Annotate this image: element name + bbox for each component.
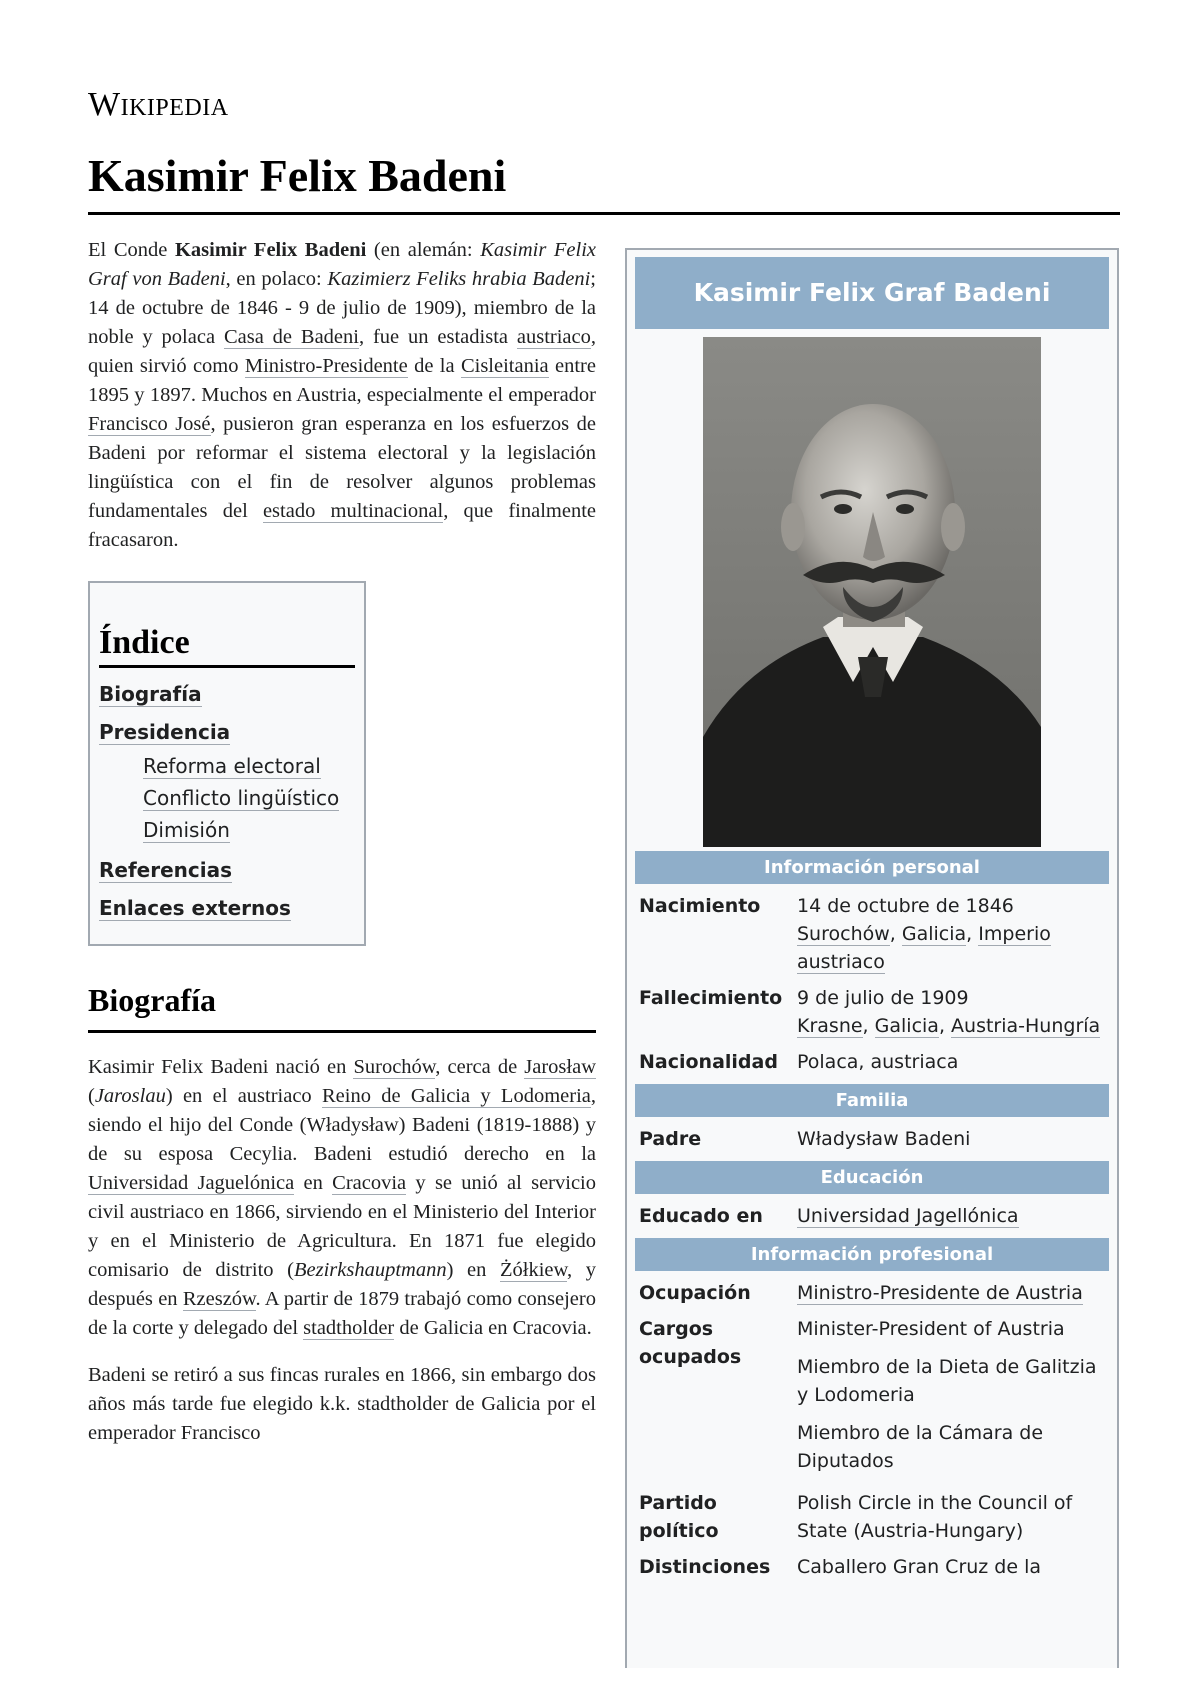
toc-list: [99, 680, 355, 922]
page-title: Kasimir Felix Badeni: [88, 148, 1120, 215]
infobox-row-occupation: [635, 1275, 1109, 1311]
biography-paragraph-1: Kasimir Felix Badeni nació en Surochów, cerca de Jarosław (Jaroslau) en el austriaco Reino de Galicia y Lodomeria, siendo el hijo del Conde (Władysław) Badeni (1819-1888) y de su esposa Cecylia. Badeni estudió derecho en la Universidad Jaguelónica en Cracovia y se unió al servicio civil austriaco en 1866, sirviendo en el Ministerio del Interior y en el Ministerio de Agricultura. En 1871 fue elegido comisario de distrito (Bezirkshauptmann) en Żółkiew, y después en Rzeszów. A partir de 1879 trabajó como consejero de la corte y delegado del stadtholder de Galicia en Cracovia.: [88, 1056, 596, 1339]
occupation-value: [797, 1279, 1109, 1307]
link-universidad-jaguelonica[interactable]: Universidad Jaguelónica: [88, 1172, 295, 1194]
link-universidad-jagellonica[interactable]: Universidad Jagellónica: [797, 1205, 1019, 1227]
link-estado-multinacional[interactable]: estado multinacional: [262, 500, 444, 522]
education-value: [797, 1202, 1109, 1230]
italic-jaroslau: Jaroslau: [94, 1085, 166, 1107]
education-label: Educado en: [639, 1205, 763, 1227]
toc-item-biografia[interactable]: Biografía: [99, 682, 202, 706]
infobox-row-birth: [635, 888, 1109, 980]
posts-label: Cargos ocupados: [639, 1318, 742, 1368]
toc-title: Índice: [99, 623, 355, 668]
link-death-krasne[interactable]: Krasne: [797, 1015, 863, 1037]
intro-text: de la: [407, 355, 461, 377]
party-value: Polish Circle in the Council of State (Austria-Hungary): [797, 1492, 1073, 1542]
awards-label: Distinciones: [639, 1556, 771, 1578]
link-death-austria-hungria[interactable]: Austria-Hungría: [951, 1015, 1101, 1037]
post-item: Minister-President of Austria: [797, 1318, 1065, 1340]
article-body: [88, 236, 596, 1448]
toc-item-reforma-electoral[interactable]: Reforma electoral: [143, 754, 321, 778]
infobox-row-education: [635, 1198, 1109, 1234]
link-birth-imperio-austriaco[interactable]: Imperio austriaco: [797, 923, 1051, 973]
awards-value: Caballero Gran Cruz de la: [797, 1556, 1042, 1578]
infobox-header-family: Familia: [635, 1084, 1109, 1117]
wikipedia-logo[interactable]: Wikipedia: [88, 86, 229, 123]
intro-text: ; 14 de octubre de 1846 - 9 de julio de 1909), miembro de la noble y polaca: [88, 268, 596, 348]
death-date: 9 de julio de 1909: [797, 987, 969, 1009]
infobox-row-death: [635, 980, 1109, 1044]
link-stadtholder[interactable]: stadtholder: [303, 1317, 395, 1339]
infobox-row-posts: [635, 1311, 1109, 1479]
portrait-photo[interactable]: [703, 337, 1041, 847]
italic-bezirkshauptmann: Bezirkshauptmann: [293, 1259, 447, 1281]
table-of-contents: [88, 581, 366, 946]
infobox-row-nationality: [635, 1044, 1109, 1080]
party-label: Partido político: [639, 1492, 719, 1542]
intro-name-bold: Kasimir Felix Badeni: [174, 239, 367, 261]
biography-paragraph-2: Badeni se retiró a sus fincas rurales en 1866, sin embargo dos años más tarde fue elegido k.k. stadtholder de Galicia por el emperador Francisco: [88, 1364, 596, 1444]
toc-item-enlaces-externos[interactable]: Enlaces externos: [99, 896, 291, 920]
nationality-value: Polaca, austriaca: [797, 1051, 959, 1073]
link-ministro-presidente-de-austria[interactable]: Ministro-Presidente de Austria: [797, 1282, 1083, 1304]
post-item: Miembro de la Dieta de Galitzia y Lodomeria: [797, 1356, 1097, 1406]
infobox-row-father: [635, 1121, 1109, 1157]
link-reino-de-galicia[interactable]: Reino de Galicia y Lodomeria: [321, 1085, 591, 1107]
toc-item-dimision[interactable]: Dimisión: [143, 818, 230, 842]
infobox-header-education: Educación: [635, 1161, 1109, 1194]
link-austriaco[interactable]: austriaco: [516, 326, 591, 348]
infobox-row-party: [635, 1479, 1109, 1549]
father-value: Władysław Badeni: [797, 1128, 971, 1150]
birth-value: 14 de octubre de 1846 Surochów, Galicia, Imperio austriaco: [797, 895, 1051, 973]
father-label: Padre: [639, 1128, 702, 1150]
intro-text: El Conde: [88, 239, 175, 261]
intro-text: , que finalmente fracasaron.: [88, 500, 596, 551]
intro-paragraph: [88, 236, 596, 555]
link-jaroslaw[interactable]: Jarosław: [524, 1056, 596, 1078]
intro-german-name: Kasimir Felix Graf von Badeni: [88, 239, 597, 290]
intro-text: , en polaco:: [225, 268, 328, 290]
link-zolkiew[interactable]: Żółkiew: [500, 1259, 567, 1281]
intro-text: (en alemán:: [366, 239, 481, 261]
link-birth-surochow[interactable]: Surochów: [797, 923, 890, 945]
infobox-title: Kasimir Felix Graf Badeni: [635, 257, 1109, 329]
occupation-label: Ocupación: [639, 1282, 751, 1304]
link-surochow[interactable]: Surochów: [353, 1056, 436, 1078]
link-cracovia[interactable]: Cracovia: [332, 1172, 407, 1194]
posts-value: [797, 1315, 1109, 1475]
death-label: Fallecimiento: [639, 987, 783, 1009]
death-value: 9 de julio de 1909 Krasne, Galicia, Austria-Hungría: [797, 987, 1101, 1037]
link-cisleitania[interactable]: Cisleitania: [460, 355, 549, 377]
intro-text: , quien sirvió como: [88, 326, 597, 377]
intro-text: entre 1895 y 1897. Muchos en Austria, especialmente el emperador: [88, 355, 596, 406]
toc-item-conflicto-linguistico[interactable]: Conflicto lingüístico: [143, 786, 340, 810]
infobox-header-professional: Información profesional: [635, 1238, 1109, 1271]
link-rzeszow[interactable]: Rzeszów: [182, 1288, 256, 1310]
birth-label: Nacimiento: [639, 895, 761, 917]
link-ministro-presidente[interactable]: Ministro-Presidente: [244, 355, 408, 377]
infobox-row-awards: [635, 1549, 1109, 1585]
section-heading-biografia: Biografía: [88, 980, 596, 1033]
intro-polish-name: Kazimierz Feliks hrabia Badeni: [327, 268, 591, 290]
infobox-header-personal: Información personal: [635, 851, 1109, 884]
toc-item-presidencia[interactable]: Presidencia Reforma electoral Conflicto lingüístico Dimisión: [99, 718, 355, 846]
intro-text: , fue un estadista: [358, 326, 517, 348]
infobox: [625, 248, 1119, 1668]
intro-text: , pusieron gran esperanza en los esfuerzos de Badeni por reformar el sistema electoral y la legislación lingüística con el fin de resolver algunos problemas fundamentales del: [88, 413, 596, 522]
post-item: Miembro de la Cámara de Diputados: [797, 1422, 1044, 1472]
birth-date: 14 de octubre de 1846: [797, 895, 1014, 917]
toc-sublist: [143, 750, 355, 846]
link-casa-de-badeni[interactable]: Casa de Badeni: [223, 326, 359, 348]
toc-item-referencias[interactable]: Referencias: [99, 858, 233, 882]
nationality-label: Nacionalidad: [639, 1051, 778, 1073]
link-francisco-jose[interactable]: Francisco José: [88, 413, 211, 435]
link-birth-galicia[interactable]: Galicia: [901, 923, 967, 945]
link-death-galicia[interactable]: Galicia: [874, 1015, 939, 1037]
